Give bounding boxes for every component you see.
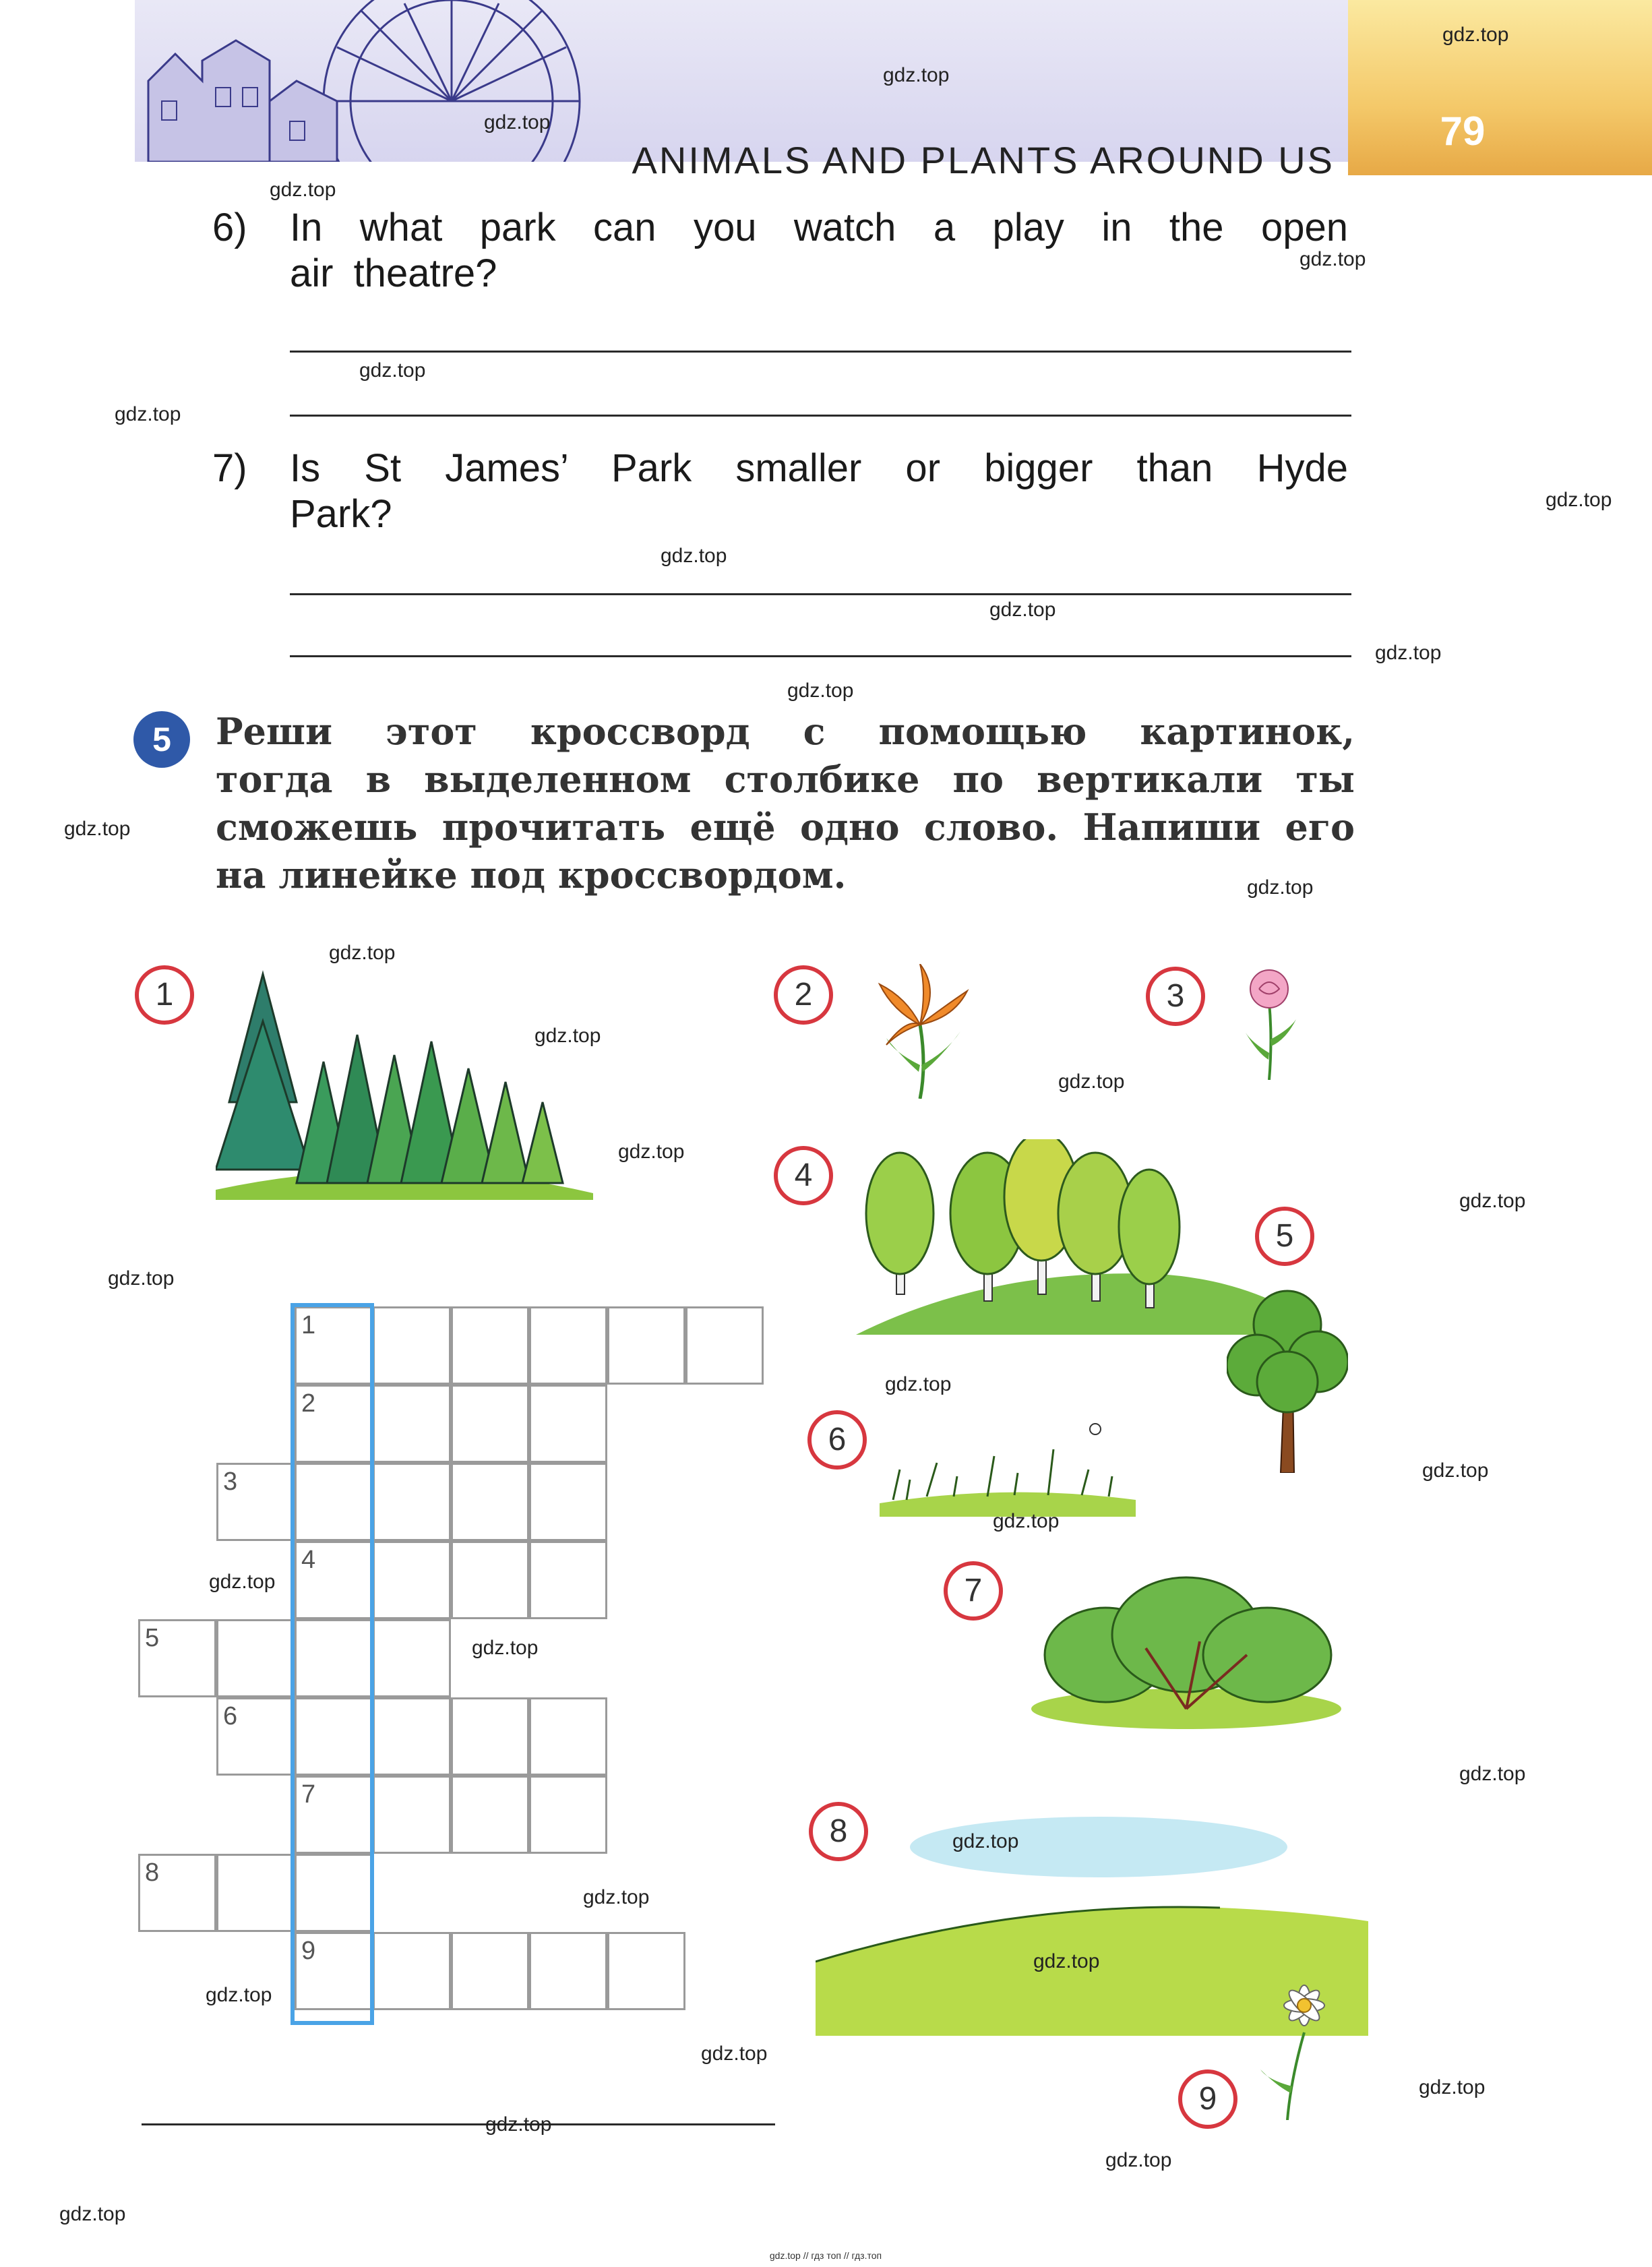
- watermark: gdz.top: [1033, 1950, 1100, 1972]
- instruction-line: на линейке под кроссвордом.: [216, 853, 847, 897]
- watermark: gdz.top: [1247, 876, 1314, 899]
- clue-number: 6: [223, 1702, 238, 1730]
- crossword-cell[interactable]: [685, 1306, 764, 1385]
- watermark: gdz.top: [1546, 489, 1612, 511]
- question-7-line2: Park?: [290, 492, 392, 536]
- watermark: gdz.top: [64, 818, 131, 840]
- picture-number-2: 2: [774, 965, 833, 1025]
- crossword-cell[interactable]: [529, 1463, 607, 1541]
- crossword-cell[interactable]: [607, 1932, 685, 2010]
- watermark: gdz.top: [270, 179, 336, 201]
- crossword-answer-line[interactable]: [142, 2123, 775, 2125]
- watermark: gdz.top: [534, 1025, 601, 1047]
- crossword-cell[interactable]: [451, 1385, 529, 1463]
- crossword-cell[interactable]: [373, 1776, 451, 1854]
- watermark: gdz.top: [952, 1830, 1019, 1852]
- watermark: gdz.top: [484, 111, 551, 133]
- crossword-cell[interactable]: [451, 1932, 529, 2010]
- picture-number-3: 3: [1146, 967, 1205, 1026]
- watermark: gdz.top: [1459, 1763, 1526, 1785]
- watermark: gdz.top: [108, 1267, 175, 1290]
- task-number-badge: 5: [133, 711, 190, 768]
- watermark: gdz.top: [1442, 24, 1509, 46]
- watermark: gdz.top: [359, 359, 426, 382]
- section-title: ANIMALS AND PLANTS AROUND US: [632, 139, 1335, 181]
- watermark: gdz.top: [115, 403, 181, 425]
- clue-number: 7: [301, 1780, 316, 1809]
- watermark: gdz.top: [989, 599, 1056, 621]
- crossword-cell[interactable]: [529, 1697, 607, 1776]
- crossword-cell[interactable]: [216, 1854, 295, 1932]
- page-number: 79: [1440, 109, 1486, 154]
- watermark: gdz.top: [1459, 1190, 1526, 1212]
- question-6-line1: In what park can you watch a play in the open: [290, 206, 1348, 249]
- crossword-cell[interactable]: [451, 1463, 529, 1541]
- clue-number: 9: [301, 1937, 316, 1965]
- clue-number: 5: [145, 1624, 160, 1652]
- watermark: gdz.top: [883, 64, 950, 86]
- clue-number: 1: [301, 1311, 316, 1339]
- watermark: gdz.top: [206, 1984, 272, 2006]
- crossword-cell[interactable]: [451, 1306, 529, 1385]
- watermark: gdz.top: [472, 1637, 539, 1659]
- picture-number-6: 6: [807, 1410, 867, 1470]
- question-7-line1: Is St James’ Park smaller or bigger than Hyde: [290, 446, 1348, 490]
- picture-number-5: 5: [1255, 1207, 1314, 1266]
- watermark: gdz.top: [1299, 248, 1366, 270]
- watermark: gdz.top: [618, 1141, 685, 1163]
- crossword-cell[interactable]: [529, 1932, 607, 2010]
- watermark: gdz.top: [1105, 2149, 1172, 2171]
- instruction-line: Реши этот кроссворд с помощью картинок,: [216, 710, 1355, 753]
- picture-number-7: 7: [944, 1561, 1003, 1621]
- crossword-cell[interactable]: [529, 1541, 607, 1619]
- crossword-cell[interactable]: [529, 1306, 607, 1385]
- picture-number-1: 1: [135, 965, 194, 1025]
- crossword-cell[interactable]: [216, 1619, 295, 1697]
- watermark: gdz.top: [1375, 642, 1442, 664]
- watermark: gdz.top: [661, 545, 727, 567]
- crossword-cell[interactable]: [607, 1306, 685, 1385]
- crossword-cell[interactable]: [373, 1306, 451, 1385]
- watermark: gdz.top: [993, 1510, 1060, 1532]
- watermark: gdz.top: [59, 2203, 126, 2225]
- question-6-number: 6): [212, 206, 247, 249]
- crossword-cell[interactable]: [373, 1619, 451, 1697]
- watermark: gdz.top: [1419, 2076, 1486, 2098]
- crossword-cell[interactable]: [451, 1541, 529, 1619]
- crossword-cell[interactable]: [373, 1541, 451, 1619]
- picture-number-4: 4: [774, 1146, 833, 1205]
- crossword-cell[interactable]: [529, 1776, 607, 1854]
- crossword-cell[interactable]: [373, 1932, 451, 2010]
- question-7-number: 7): [212, 446, 247, 490]
- clue-number: 8: [145, 1858, 160, 1887]
- picture-number-9: 9: [1178, 2069, 1237, 2129]
- bottom-note: gdz.top // гдз топ // гдз.топ: [769, 2250, 882, 2261]
- watermark: gdz.top: [1422, 1459, 1489, 1482]
- watermark: gdz.top: [209, 1571, 276, 1593]
- watermark: gdz.top: [701, 2043, 768, 2065]
- watermark: gdz.top: [885, 1373, 952, 1395]
- clue-number: 3: [223, 1468, 238, 1496]
- watermark: gdz.top: [787, 679, 854, 702]
- clue-number: 4: [301, 1546, 316, 1574]
- watermark: gdz.top: [583, 1886, 650, 1908]
- crossword-cell[interactable]: [529, 1385, 607, 1463]
- question-6-line2: air theatre?: [290, 251, 497, 295]
- crossword-cell[interactable]: [373, 1463, 451, 1541]
- instruction-line: тогда в выделенном столбике по вертикали ты: [216, 758, 1355, 801]
- crossword-cell[interactable]: [373, 1697, 451, 1776]
- picture-number-8: 8: [809, 1802, 868, 1861]
- watermark: gdz.top: [1058, 1070, 1125, 1093]
- crossword-cell[interactable]: [451, 1697, 529, 1776]
- instruction-line: сможешь прочитать ещё одно слово. Напиши его: [216, 806, 1355, 849]
- watermark: gdz.top: [329, 942, 396, 964]
- crossword-cell[interactable]: [373, 1385, 451, 1463]
- clue-number: 2: [301, 1389, 316, 1418]
- crossword-cell[interactable]: [451, 1776, 529, 1854]
- watermark: gdz.top: [485, 2113, 552, 2136]
